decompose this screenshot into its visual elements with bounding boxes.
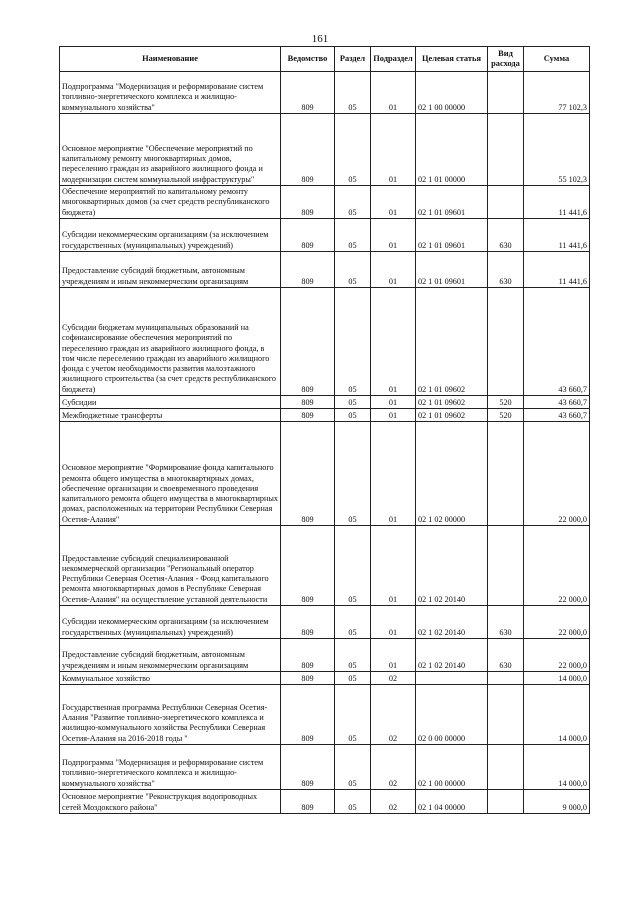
- cell-department: 809: [281, 114, 335, 186]
- cell-expense-type: 520: [488, 409, 524, 422]
- cell-expense-type: 630: [488, 219, 524, 252]
- cell-department: 809: [281, 186, 335, 219]
- cell-subsection: 02: [371, 745, 416, 790]
- cell-name: Межбюджетные трансферты: [60, 409, 281, 422]
- cell-expense-type: [488, 672, 524, 685]
- cell-subsection: 01: [371, 396, 416, 409]
- table-row: [60, 422, 590, 526]
- cell-expense-type: [488, 422, 524, 526]
- cell-target-item: 02 1 01 09601: [416, 186, 488, 219]
- header-amount: Сумма: [524, 47, 590, 72]
- cell-target-item: 02 1 04 00000: [416, 790, 488, 814]
- header-subsection: Подраздел: [371, 47, 416, 72]
- cell-expense-type: [488, 526, 524, 606]
- table-row: [60, 790, 590, 814]
- cell-department: 809: [281, 396, 335, 409]
- cell-target-item: 02 1 02 20140: [416, 606, 488, 639]
- cell-amount: 14 000,0: [524, 745, 590, 790]
- cell-section: 05: [335, 288, 371, 396]
- cell-target-item: 02 1 01 09602: [416, 288, 488, 396]
- table-row: [60, 526, 590, 606]
- cell-target-item: 02 1 02 20140: [416, 526, 488, 606]
- cell-target-item: 02 1 02 00000: [416, 422, 488, 526]
- cell-subsection: 01: [371, 606, 416, 639]
- table-row: [60, 396, 590, 409]
- cell-subsection: 01: [371, 409, 416, 422]
- cell-amount: 43 660,7: [524, 396, 590, 409]
- cell-section: 05: [335, 790, 371, 814]
- cell-section: 05: [335, 72, 371, 114]
- cell-target-item: 02 1 01 09601: [416, 219, 488, 252]
- cell-name: Государственная программа Республики Северная Осетия-Алания "Развитие топливно-энергетического комплекса и жилищно-коммунального хозяйства Республики Северная Осетия-Алания на 2016-2018 годы ": [60, 685, 281, 745]
- table-header-row: [60, 47, 590, 72]
- cell-subsection: 01: [371, 72, 416, 114]
- cell-section: 05: [335, 745, 371, 790]
- cell-target-item: 02 1 01 09601: [416, 252, 488, 288]
- header-section: Раздел: [335, 47, 371, 72]
- cell-department: 809: [281, 672, 335, 685]
- cell-department: 809: [281, 606, 335, 639]
- cell-target-item: 02 1 01 09602: [416, 396, 488, 409]
- cell-target-item: 02 1 00 00000: [416, 72, 488, 114]
- cell-section: 05: [335, 409, 371, 422]
- cell-section: 05: [335, 396, 371, 409]
- cell-subsection: 01: [371, 639, 416, 672]
- cell-subsection: 01: [371, 186, 416, 219]
- cell-amount: 14 000,0: [524, 672, 590, 685]
- cell-target-item: 02 0 00 00000: [416, 685, 488, 745]
- cell-name: Субсидии некоммерческим организациям (за исключением государственных (муниципальных) учреждений): [60, 219, 281, 252]
- cell-department: 809: [281, 685, 335, 745]
- cell-department: 809: [281, 409, 335, 422]
- cell-name: Субсидии некоммерческим организациям (за исключением государственных (муниципальных) учреждений): [60, 606, 281, 639]
- table-row: [60, 606, 590, 639]
- cell-name: Предоставление субсидий бюджетным, автономным учреждениям и иным некоммерческим организациям: [60, 639, 281, 672]
- cell-subsection: 02: [371, 685, 416, 745]
- table-row: [60, 72, 590, 114]
- cell-name: Субсидии: [60, 396, 281, 409]
- table-row: [60, 639, 590, 672]
- header-expense-type: Вид расхода: [488, 47, 524, 72]
- cell-amount: 9 000,0: [524, 790, 590, 814]
- cell-section: 05: [335, 672, 371, 685]
- header-department: Ведомство: [281, 47, 335, 72]
- cell-name: Основное мероприятие "Реконструкция водопроводных сетей Моздокского района": [60, 790, 281, 814]
- cell-subsection: 01: [371, 252, 416, 288]
- table-row: [60, 409, 590, 422]
- cell-expense-type: [488, 790, 524, 814]
- cell-expense-type: [488, 288, 524, 396]
- table-body: [60, 72, 590, 814]
- cell-name: Коммунальное хозяйство: [60, 672, 281, 685]
- cell-department: 809: [281, 526, 335, 606]
- table-row: [60, 745, 590, 790]
- cell-department: 809: [281, 745, 335, 790]
- cell-department: 809: [281, 288, 335, 396]
- cell-section: 05: [335, 186, 371, 219]
- cell-department: 809: [281, 219, 335, 252]
- cell-amount: 22 000,0: [524, 606, 590, 639]
- cell-expense-type: 630: [488, 252, 524, 288]
- cell-amount: 22 000,0: [524, 422, 590, 526]
- cell-target-item: 02 1 00 00000: [416, 745, 488, 790]
- cell-expense-type: [488, 114, 524, 186]
- cell-subsection: 01: [371, 114, 416, 186]
- cell-section: 05: [335, 219, 371, 252]
- cell-name: Субсидии бюджетам муниципальных образований на софинансирование обеспечения мероприятий по переселению граждан из аварийного жилищного фонда, в том числе переселению граждан из аварийного жилищного фонда с учетом необходимости развития малоэтажного жилищного строительства (за счет средств республиканского бюджета): [60, 288, 281, 396]
- cell-section: 05: [335, 606, 371, 639]
- cell-amount: 77 102,3: [524, 72, 590, 114]
- cell-name: Обеспечение мероприятий по капитальному ремонту многоквартирных домов (за счет средств республиканского бюджета): [60, 186, 281, 219]
- cell-amount: 55 102,3: [524, 114, 590, 186]
- cell-target-item: [416, 672, 488, 685]
- cell-amount: 14 000,0: [524, 685, 590, 745]
- cell-amount: 43 660,7: [524, 288, 590, 396]
- cell-department: 809: [281, 252, 335, 288]
- cell-amount: 43 660,7: [524, 409, 590, 422]
- cell-name: Основное мероприятие "Формирование фонда капитального ремонта общего имущества в многоквартирных домах, обеспечение организации и своевременного проведения капитального ремонта общего имущества в многоквартирных домах, расположенных на территории Республики Северная Осетия-Алания": [60, 422, 281, 526]
- cell-expense-type: [488, 745, 524, 790]
- cell-amount: 22 000,0: [524, 639, 590, 672]
- cell-amount: 11 441,6: [524, 219, 590, 252]
- cell-section: 05: [335, 422, 371, 526]
- cell-department: 809: [281, 790, 335, 814]
- cell-expense-type: [488, 72, 524, 114]
- table-row: [60, 672, 590, 685]
- cell-subsection: 01: [371, 526, 416, 606]
- cell-expense-type: [488, 685, 524, 745]
- table-row: [60, 114, 590, 186]
- table-row: [60, 288, 590, 396]
- page-number: 161: [311, 33, 329, 45]
- cell-target-item: 02 1 01 00000: [416, 114, 488, 186]
- cell-amount: 11 441,6: [524, 186, 590, 219]
- cell-section: 05: [335, 526, 371, 606]
- cell-expense-type: 630: [488, 639, 524, 672]
- cell-subsection: 01: [371, 422, 416, 526]
- header-name: Наименование: [60, 47, 281, 72]
- table-row: [60, 219, 590, 252]
- cell-name: Предоставление субсидий бюджетным, автономным учреждениям и иным некоммерческим организациям: [60, 252, 281, 288]
- cell-amount: 11 441,6: [524, 252, 590, 288]
- cell-section: 05: [335, 252, 371, 288]
- cell-section: 05: [335, 639, 371, 672]
- cell-name: Основное мероприятие "Обеспечение мероприятий по капитальному ремонту многоквартирных домов, переселению граждан из аварийного жилищного фонда и модернизации систем коммунальной инфраструктуры": [60, 114, 281, 186]
- cell-target-item: 02 1 01 09602: [416, 409, 488, 422]
- cell-name: Подпрограмма "Модернизация и реформирование систем топливно-энергетического комплекса и жилищно-коммунального хозяйства": [60, 72, 281, 114]
- cell-name: Предоставление субсидий специализированной некоммерческой организации "Региональный оператор Республики Северная Осетия-Алания - Фонд капитального ремонта многоквартирных домов в Республике Северная Осетия-Алания" на осуществление уставной деятельности: [60, 526, 281, 606]
- cell-subsection: 02: [371, 672, 416, 685]
- cell-subsection: 01: [371, 288, 416, 396]
- cell-department: 809: [281, 72, 335, 114]
- cell-section: 05: [335, 685, 371, 745]
- cell-expense-type: [488, 186, 524, 219]
- cell-department: 809: [281, 422, 335, 526]
- cell-name: Подпрограмма "Модернизация и реформирование систем топливно-энергетического комплекса и жилищно-коммунального хозяйства": [60, 745, 281, 790]
- cell-expense-type: 630: [488, 606, 524, 639]
- table-row: [60, 186, 590, 219]
- cell-target-item: 02 1 02 20140: [416, 639, 488, 672]
- cell-subsection: 02: [371, 790, 416, 814]
- table-row: [60, 252, 590, 288]
- cell-subsection: 01: [371, 219, 416, 252]
- cell-expense-type: 520: [488, 396, 524, 409]
- cell-amount: 22 000,0: [524, 526, 590, 606]
- table-row: [60, 685, 590, 745]
- cell-department: 809: [281, 639, 335, 672]
- header-target-item: Целевая статья: [416, 47, 488, 72]
- cell-section: 05: [335, 114, 371, 186]
- budget-table: [59, 46, 590, 814]
